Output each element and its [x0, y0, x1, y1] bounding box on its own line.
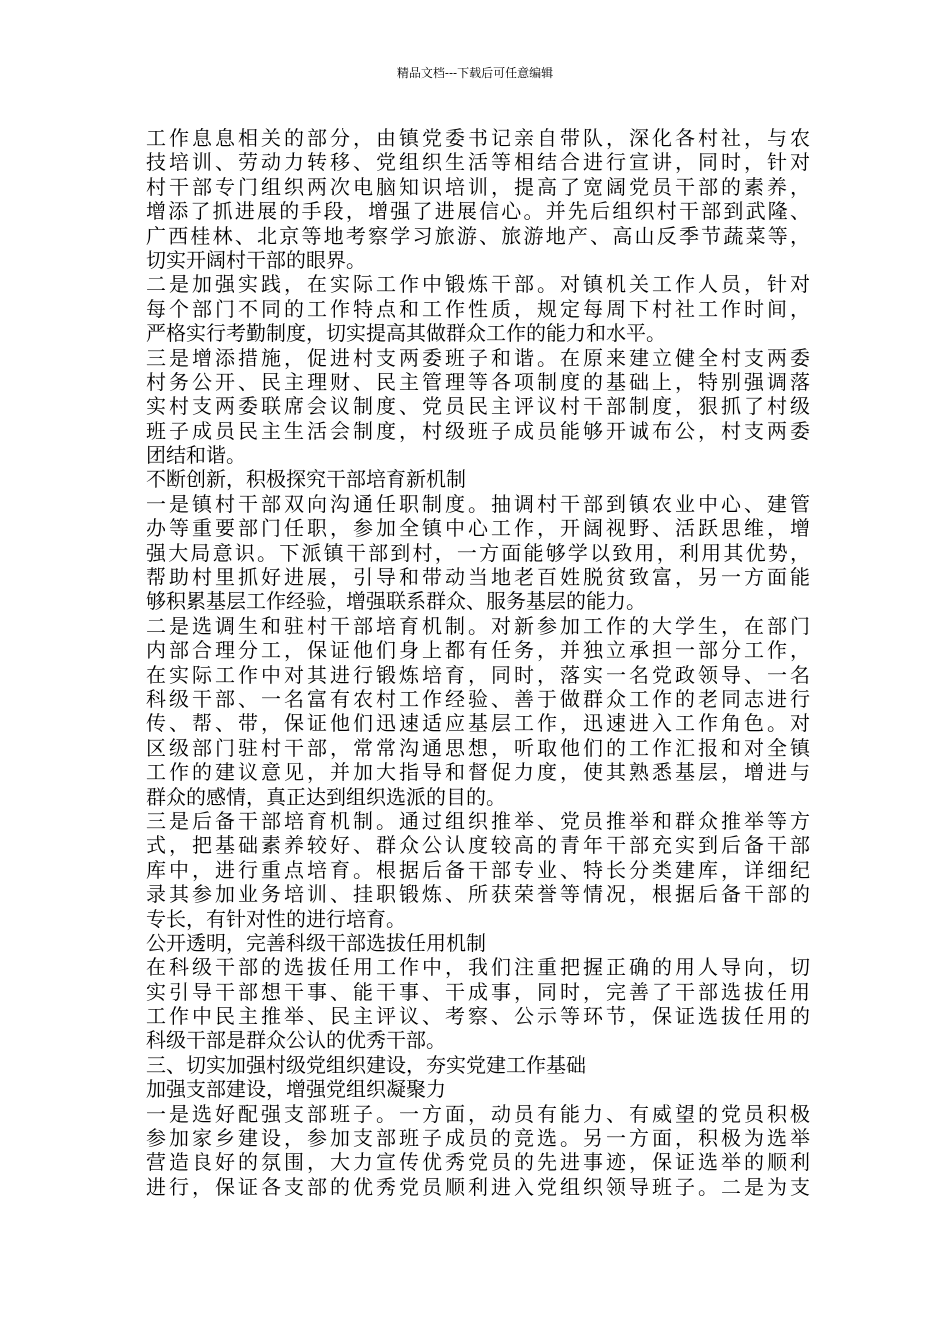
text-line: 公开透明，完善科级干部选拔任用机制: [146, 930, 486, 955]
text-line: 在实际工作中对其进行锻炼培育，同时，落实一名党政领导、一名: [146, 662, 810, 687]
text-line: 专长，有针对性的进行培育。: [146, 906, 406, 931]
text-line: 二是选调生和驻村干部培育机制。对新参加工作的大学生，在部门: [146, 613, 810, 638]
text-line: 三是后备干部培育机制。通过组织推举、党员推举和群众推举等方: [146, 808, 810, 833]
text-line: 帮助村里抓好进展，引导和带动当地老百姓脱贫致富，另一方面能: [146, 565, 810, 590]
text-line: 不断创新，积极探究干部培育新机制: [146, 467, 466, 492]
text-line: 库中，进行重点培育。根据后备干部专业、特长分类建库，详细纪: [146, 857, 810, 882]
text-line: 参加家乡建设，参加支部班子成员的竞选。另一方面，积极为选举: [146, 1126, 810, 1151]
text-line: 班子成员民主生活会制度，村级班子成员能够开诚布公，村支两委: [146, 418, 810, 443]
text-line: 三、切实加强村级党组织建设，夯实党建工作基础: [146, 1052, 586, 1077]
text-line: 科级干部、一名富有农村工作经验、善于做群众工作的老同志进行: [146, 686, 810, 711]
text-line: 录其参加业务培训、挂职锻炼、所获荣誉等情况，根据后备干部的: [146, 882, 810, 907]
text-line: 群众的感情，真正达到组织选派的目的。: [146, 784, 506, 809]
text-line: 增添了抓进展的手段，增强了进展信心。并先后组织村干部到武隆、: [146, 199, 810, 224]
text-line: 进行，保证各支部的优秀党员顺利进入党组织领导班子。二是为支: [146, 1174, 810, 1199]
text-line: 三是增添措施，促进村支两委班子和谐。在原来建立健全村支两委: [146, 345, 810, 370]
text-line: 一是镇村干部双向沟通任职制度。抽调村干部到镇农业中心、建管: [146, 491, 810, 516]
text-line: 传、帮、带，保证他们迅速适应基层工作，迅速进入工作角色。对: [146, 711, 810, 736]
text-line: 团结和谐。: [146, 443, 246, 468]
text-line: 工作息息相关的部分，由镇党委书记亲自带队，深化各村社，与农: [146, 126, 810, 150]
text-line: 技培训、劳动力转移、党组织生活等相结合进行宣讲，同时，针对: [146, 150, 810, 175]
text-line: 工作中民主推举、民主评议、考察、公示等环节，保证选拔任用的: [146, 1004, 810, 1029]
text-line: 严格实行考勤制度，切实提高其做群众工作的能力和水平。: [146, 321, 666, 346]
text-line: 在科级干部的选拔任用工作中，我们注重把握正确的用人导向，切: [146, 955, 810, 980]
text-line: 办等重要部门任职，参加全镇中心工作，开阔视野、活跃思维，增: [146, 516, 810, 541]
page-header: 精品文档---下载后可任意编辑: [396, 66, 554, 80]
document-body: [146, 126, 810, 1199]
text-line: 实引导干部想干事、能干事、干成事，同时，完善了干部选拔任用: [146, 979, 810, 1004]
text-line: 加强支部建设，增强党组织凝聚力: [146, 1077, 446, 1102]
text-line: 每个部门不同的工作特点和工作性质，规定每周下村社工作时间，: [146, 296, 810, 321]
text-line: 实村支两委联席会议制度、党员民主评议村干部制度，狠抓了村级: [146, 394, 810, 419]
text-line: 工作的建议意见，并加大指导和督促力度，使其熟悉基层，增进与: [146, 760, 810, 785]
text-line: 式，把基础素养较好、群众公认度较高的青年干部充实到后备干部: [146, 833, 810, 858]
text-line: 村务公开、民主理财、民主管理等各项制度的基础上，特别强调落: [146, 369, 810, 394]
text-line: 科级干部是群众公认的优秀干部。: [146, 1028, 446, 1053]
text-line: 区级部门驻村干部，常常沟通思想，听取他们的工作汇报和对全镇: [146, 735, 810, 760]
text-line: 营造良好的氛围，大力宣传优秀党员的先进事迹，保证选举的顺利: [146, 1150, 810, 1175]
text-line: 一是选好配强支部班子。一方面，动员有能力、有威望的党员积极: [146, 1101, 810, 1126]
text-line: 内部合理分工，保证他们身上都有任务，并独立承担一部分工作，: [146, 638, 810, 663]
text-line: 切实开阔村干部的眼界。: [146, 247, 366, 272]
text-line: 二是加强实践，在实际工作中锻炼干部。对镇机关工作人员，针对: [146, 272, 810, 297]
text-line: 广西桂林、北京等地考察学习旅游、旅游地产、高山反季节蔬菜等，: [146, 223, 810, 248]
text-line: 村干部专门组织两次电脑知识培训，提高了宽阔党员干部的素养，: [146, 174, 810, 199]
text-line: 强大局意识。下派镇干部到村，一方面能够学以致用，利用其优势，: [146, 540, 810, 565]
text-line: 够积累基层工作经验，增强联系群众、服务基层的能力。: [146, 589, 646, 614]
